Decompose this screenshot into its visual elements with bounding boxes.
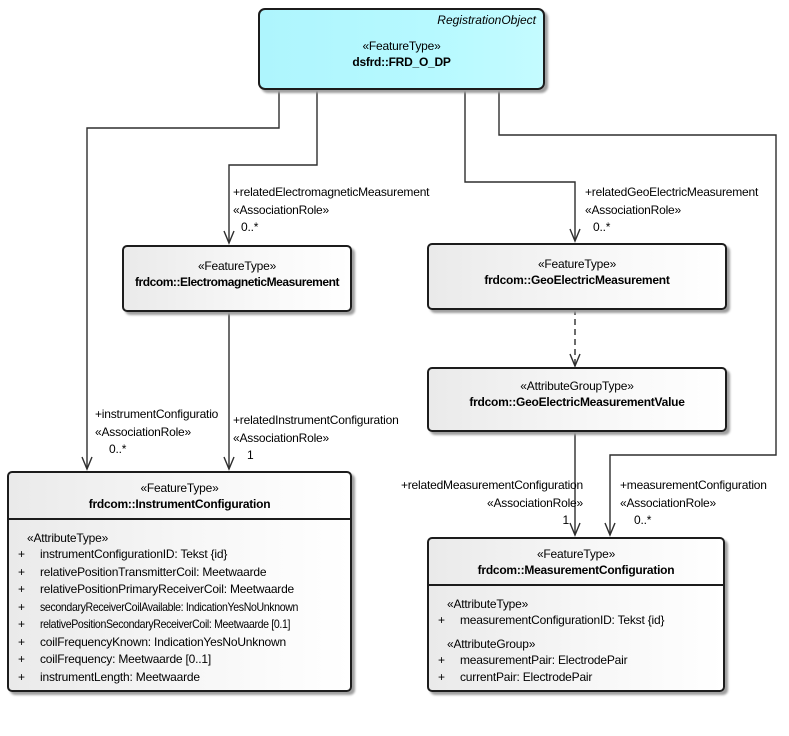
role-stereotype: «AssociationRole» xyxy=(233,202,329,217)
class-name-instrument: frdcom::InstrumentConfiguration xyxy=(88,497,271,511)
attribute-row xyxy=(9,581,350,599)
attribute-group-stereotype: «AttributeGroup» xyxy=(447,636,536,651)
stereotype-geoelectric: «FeatureType» xyxy=(537,257,617,271)
visibility-symbol: + xyxy=(18,652,26,666)
attribute-row xyxy=(429,612,723,630)
attribute-text: secondaryReceiverCoilAvailable: IndicationYesNoUnknown xyxy=(40,599,299,614)
role-name: +relatedInstrumentConfiguration xyxy=(233,413,399,427)
label-related-instrument-configuration xyxy=(233,412,399,465)
multiplicity: 1 xyxy=(562,513,569,527)
class-name-measurement: frdcom::MeasurementConfiguration xyxy=(477,563,675,577)
label-related-electromagnetic-measurement xyxy=(233,184,429,237)
class-frd-o-dp[interactable] xyxy=(258,8,545,90)
multiplicity: 0..* xyxy=(241,220,259,234)
visibility-symbol: + xyxy=(18,547,26,561)
attribute-row xyxy=(429,669,723,687)
attribute-row xyxy=(429,652,723,670)
attribute-text: instrumentConfigurationID: Tekst {id} xyxy=(40,547,228,561)
connector-measurement-configuration xyxy=(499,91,776,534)
attribute-stereotype: «AttributeType» xyxy=(447,597,529,611)
attribute-text: relativePositionTransmitterCoil: Meetwaarde xyxy=(40,564,267,579)
class-measurement-configuration[interactable] xyxy=(427,537,725,692)
class-electromagnetic-measurement[interactable] xyxy=(122,245,352,312)
stereotype-frd-o-dp: «FeatureType» xyxy=(362,39,441,53)
class-geoelectric-measurement[interactable] xyxy=(427,243,727,310)
attribute-text: currentPair: ElectrodePair xyxy=(460,670,593,684)
attribute-text: instrumentLength: Meetwaarde xyxy=(40,669,200,684)
multiplicity: 0..* xyxy=(634,513,652,527)
attribute-text: relativePositionSecondaryReceiverCoil: Meetwaarde [0.1] xyxy=(40,617,291,631)
attribute-row xyxy=(9,564,350,582)
attribute-row xyxy=(9,616,350,634)
visibility-symbol: + xyxy=(18,617,26,631)
visibility-symbol: + xyxy=(18,669,26,684)
role-name: +relatedGeoElectricMeasurement xyxy=(585,185,759,199)
stereotype-instrument: «FeatureType» xyxy=(140,481,219,495)
class-instrument-configuration[interactable] xyxy=(7,471,352,692)
role-name: +instrumentConfiguratio xyxy=(95,407,219,421)
visibility-symbol: + xyxy=(438,652,446,667)
label-measurement-configuration xyxy=(620,477,767,530)
label-related-measurement-configuration xyxy=(371,477,583,530)
role-name: +relatedElectromagneticMeasurement xyxy=(233,185,430,199)
stereotype-measurement: «FeatureType» xyxy=(536,547,616,561)
attribute-text: measurementPair: ElectrodePair xyxy=(460,652,628,667)
multiplicity: 0..* xyxy=(593,220,611,234)
visibility-symbol: + xyxy=(18,564,26,579)
attribute-row xyxy=(9,634,350,652)
role-stereotype: «AssociationRole» xyxy=(487,495,583,510)
attribute-text: coilFrequency: Meetwaarde [0..1] xyxy=(40,652,212,666)
connector-related-geo xyxy=(465,91,575,240)
class-name-electromagnetic: frdcom::ElectromagneticMeasurement xyxy=(134,275,340,289)
role-stereotype: «AssociationRole» xyxy=(233,430,329,445)
multiplicity: 0..* xyxy=(109,442,127,456)
attribute-row xyxy=(9,669,350,687)
label-related-geoelectric-measurement xyxy=(585,184,758,237)
role-name: +relatedMeasurementConfiguration xyxy=(400,478,583,492)
visibility-symbol: + xyxy=(18,582,26,596)
attribute-text: coilFrequencyKnown: IndicationYesNoUnknown xyxy=(40,634,286,649)
stereotype-electromagnetic: «FeatureType» xyxy=(197,259,277,273)
visibility-symbol: + xyxy=(438,613,446,627)
attribute-text: relativePositionPrimaryReceiverCoil: Meetwaarde xyxy=(40,582,295,596)
stereotype-geoelectric-value: «AttributeGroupType» xyxy=(520,379,634,393)
visibility-symbol: + xyxy=(18,599,26,614)
class-name-geoelectric: frdcom::GeoElectricMeasurement xyxy=(484,273,670,287)
role-stereotype: «AssociationRole» xyxy=(585,202,681,217)
visibility-symbol: + xyxy=(18,634,26,649)
role-name: +measurementConfiguration xyxy=(620,478,767,492)
label-instrument-configuration xyxy=(95,406,218,459)
tagline-registration-object: RegistrationObject xyxy=(437,13,536,27)
attribute-row xyxy=(9,651,350,669)
class-name-frd-o-dp: dsfrd::FRD_O_DP xyxy=(352,55,451,69)
visibility-symbol: + xyxy=(438,670,446,684)
attribute-stereotype: «AttributeType» xyxy=(27,531,109,545)
attribute-text: measurementConfigurationID: Tekst {id} xyxy=(460,613,665,627)
role-stereotype: «AssociationRole» xyxy=(620,495,716,510)
multiplicity: 1 xyxy=(247,448,254,462)
class-name-geoelectric-value: frdcom::GeoElectricMeasurementValue xyxy=(469,395,685,409)
role-stereotype: «AssociationRole» xyxy=(95,424,191,439)
attribute-row xyxy=(9,599,350,617)
attribute-row xyxy=(9,546,350,564)
class-geoelectric-measurement-value[interactable] xyxy=(427,367,727,432)
